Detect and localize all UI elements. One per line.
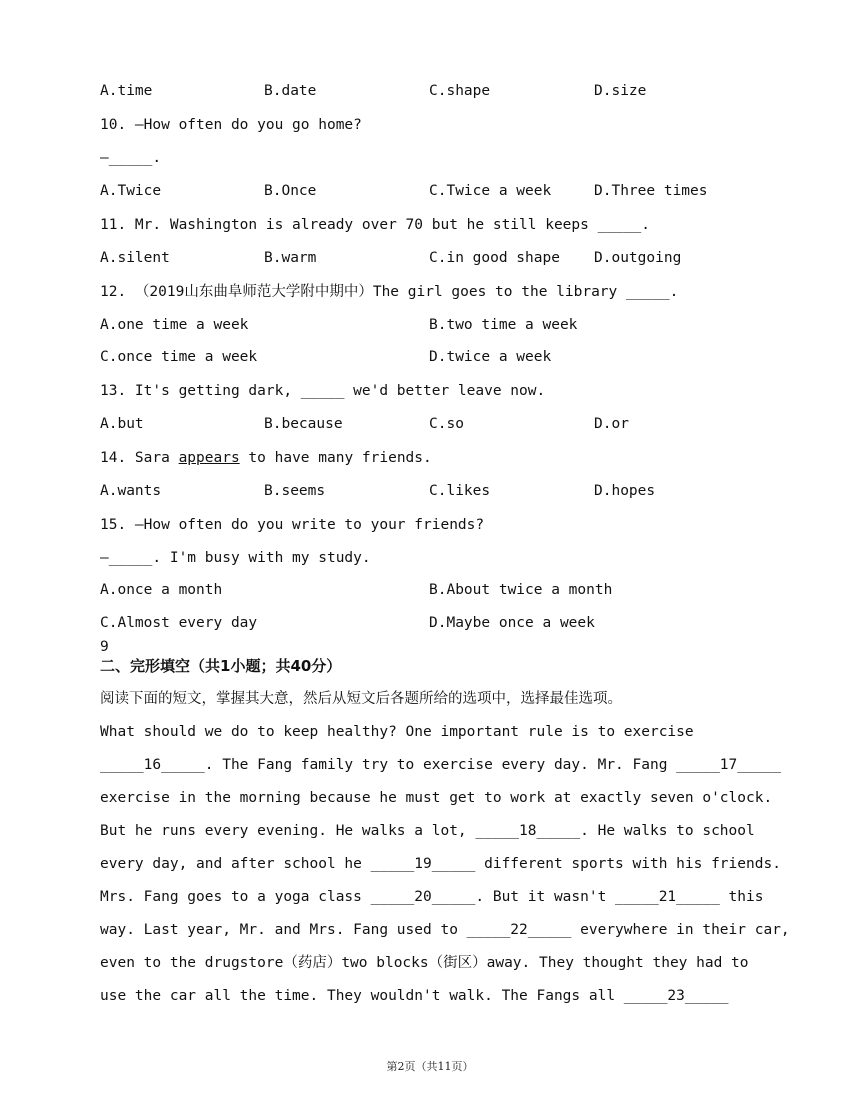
q13-option-a[interactable]: A.but bbox=[100, 416, 144, 432]
q10-answer-line: —_____. bbox=[100, 150, 162, 166]
q15-option-d[interactable]: D.Maybe once a week bbox=[429, 615, 595, 631]
q11-option-c[interactable]: C.in good shape bbox=[429, 250, 560, 266]
q14-option-b[interactable]: B.seems bbox=[264, 483, 326, 499]
q10-option-d[interactable]: D.Three times bbox=[594, 183, 708, 199]
q9-option-b[interactable]: B.date bbox=[264, 83, 317, 99]
q13-option-d[interactable]: D.or bbox=[594, 416, 629, 432]
passage-line: Mrs. Fang goes to a yoga class _____20_____. But it wasn't _____21_____ this bbox=[100, 889, 764, 905]
q10-option-b[interactable]: B.Once bbox=[264, 183, 317, 199]
q15-stem: 15. —How often do you write to your friends? bbox=[100, 517, 485, 533]
q13-option-b[interactable]: B.because bbox=[264, 416, 343, 432]
q10-option-a[interactable]: A.Twice bbox=[100, 183, 162, 199]
q14-underlined-word: appears bbox=[178, 450, 240, 466]
q15-option-c[interactable]: C.Almost every day bbox=[100, 615, 258, 631]
q10-stem: 10. —How often do you go home? bbox=[100, 117, 362, 133]
passage-line: way. Last year, Mr. and Mrs. Fang used to _____22_____ everywhere in their car, bbox=[100, 922, 790, 938]
q10-option-c[interactable]: C.Twice a week bbox=[429, 183, 552, 199]
q14-option-a[interactable]: A.wants bbox=[100, 483, 162, 499]
q14-stem-pre: 14. Sara bbox=[100, 450, 179, 466]
passage-line: even to the drugstore（药店）two blocks（街区）away. They thought they had to bbox=[100, 955, 749, 971]
q11-option-a[interactable]: A.silent bbox=[100, 250, 170, 266]
q15-option-b[interactable]: B.About twice a month bbox=[429, 582, 613, 598]
q12-stem: 12. （2019山东曲阜师范大学附中期中）The girl goes to the library _____. bbox=[100, 284, 679, 300]
q12-option-b[interactable]: B.two time a week bbox=[429, 317, 578, 333]
q15-answer-line: —_____. I'm busy with my study. bbox=[100, 550, 371, 566]
q14-option-d[interactable]: D.hopes bbox=[594, 483, 656, 499]
section-instruction: 阅读下面的短文，掌握其大意，然后从短文后各题所给的选项中，选择最佳选项。 bbox=[100, 691, 622, 707]
q9-option-d[interactable]: D.size bbox=[594, 83, 647, 99]
q11-option-d[interactable]: D.outgoing bbox=[594, 250, 682, 266]
q15-option-a[interactable]: A.once a month bbox=[100, 582, 223, 598]
passage-line: use the car all the time. They wouldn't walk. The Fangs all _____23_____ bbox=[100, 988, 729, 1004]
passage-line: every day, and after school he _____19_____ different sports with his friends. bbox=[100, 856, 781, 872]
page-footer: 第2页（共11页） bbox=[386, 1060, 474, 1073]
passage-line: But he runs every evening. He walks a lot, _____18_____. He walks to school bbox=[100, 823, 755, 839]
passage-line: exercise in the morning because he must get to work at exactly seven o'clock. bbox=[100, 790, 773, 806]
q11-stem: 11. Mr. Washington is already over 70 but he still keeps _____. bbox=[100, 217, 650, 233]
q13-stem: 13. It's getting dark, _____ we'd better leave now. bbox=[100, 383, 546, 399]
q12-option-a[interactable]: A.one time a week bbox=[100, 317, 249, 333]
q14-stem-post: to have many friends. bbox=[239, 450, 432, 466]
section-title: 二、完形填空（共1小题；共40分） bbox=[100, 657, 342, 675]
q11-option-b[interactable]: B.warm bbox=[264, 250, 317, 266]
passage-line: What should we do to keep healthy? One important rule is to exercise bbox=[100, 724, 694, 740]
passage-line: _____16_____. The Fang family try to exercise every day. Mr. Fang _____17_____ bbox=[100, 757, 781, 773]
q12-option-d[interactable]: D.twice a week bbox=[429, 349, 552, 365]
q12-option-c[interactable]: C.once time a week bbox=[100, 349, 258, 365]
q14-stem bbox=[100, 448, 432, 468]
stray-mark: 9 bbox=[100, 639, 109, 655]
q14-option-c[interactable]: C.likes bbox=[429, 483, 491, 499]
q13-option-c[interactable]: C.so bbox=[429, 416, 464, 432]
q9-option-a[interactable]: A.time bbox=[100, 83, 153, 99]
q9-option-c[interactable]: C.shape bbox=[429, 83, 491, 99]
